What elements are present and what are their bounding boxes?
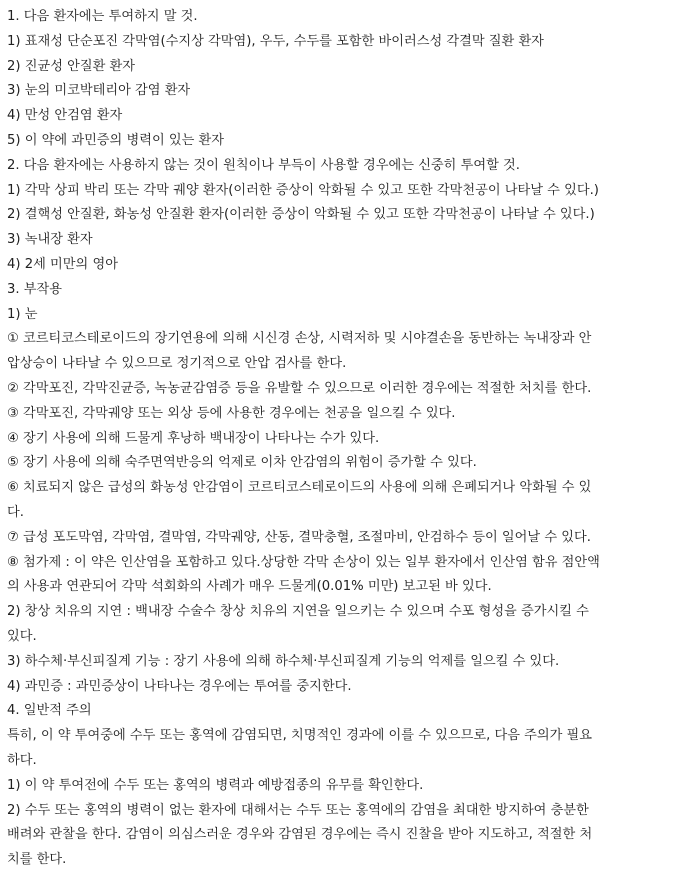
contraindication-item: 2) 진균성 안질환 환자 xyxy=(7,58,136,74)
caution-item: 3) 녹내장 환자 xyxy=(7,232,93,248)
caution-item: 1) 각막 상피 박리 또는 각막 궤양 환자(이러한 증상이 악화될 수 있고 또한 각막천공이 나타날 수 있다.) xyxy=(7,182,599,198)
side-effect-item: ⑤ 장기 사용에 의해 숙주면역반응의 억제로 이차 안감염의 위험이 증가할 수 있다. xyxy=(7,455,477,471)
side-effect-item: ① 코르티코스테로이드의 장기연용에 의해 시신경 손상, 시력저하 및 시야결손을 동반하는 녹내장과 안 xyxy=(7,331,592,347)
caution-item: 2) 결핵성 안질환, 화농성 안질환 환자(이러한 증상이 악화될 수 있고 또한 각막천공이 나타날 수 있다.) xyxy=(7,207,595,223)
contraindication-item: 1) 표재성 단순포진 각막염(수지상 각막염), 우두, 수두를 포함한 바이러스성 각결막 질환 환자 xyxy=(7,33,544,49)
precaution-item: 1) 이 약 투여전에 수두 또는 홍역의 병력과 예방접종의 유무를 확인한다. xyxy=(7,777,424,793)
section-heading-general-precautions: 4. 일반적 주의 xyxy=(7,703,92,719)
side-effect-item: ⑥ 치료되지 않은 급성의 화농성 안감염이 코르티코스테로이드의 사용에 의해 은폐되거나 악화될 수 있 xyxy=(7,480,592,496)
side-effect-item: 2) 창상 치유의 지연 : 백내장 수술수 창상 치유의 지연을 일으키는 수 있으며 수포 형성을 증가시킬 수 xyxy=(7,604,589,620)
side-effect-item: ② 각막포진, 각막진균증, 녹농균감염증 등을 유발할 수 있으므로 이러한 경우에는 적절한 처치를 한다. xyxy=(7,380,592,396)
side-effect-item-continued: 있다. xyxy=(7,628,37,644)
precaution-item-continued: 치를 한다. xyxy=(7,852,67,868)
side-effect-item: 4) 과민증 : 과민증상이 나타나는 경우에는 투여를 중지한다. xyxy=(7,678,352,694)
side-effect-item-continued: 의 사용과 연관되어 각막 석회화의 사례가 매우 드물게(0.01% 미만) 보고된 바 있다. xyxy=(7,579,492,595)
precaution-item: 2) 수두 또는 홍역의 병력이 없는 환자에 대해서는 수두 또는 홍역에의 감염을 최대한 방지하여 충분한 xyxy=(7,802,589,818)
side-effect-item: ③ 각막포진, 각막궤양 또는 외상 등에 사용한 경우에는 천공을 일으킬 수 있다. xyxy=(7,405,456,421)
side-effect-item: 3) 하수체·부신피질계 기능 : 장기 사용에 의해 하수체·부신피질계 기능의 억제를 일으킬 수 있다. xyxy=(7,653,560,669)
contraindication-item: 3) 눈의 미코박테리아 감염 환자 xyxy=(7,83,191,99)
side-effect-item: ⑦ 급성 포도막염, 각막염, 결막염, 각막궤양, 산동, 결막충혈, 조절마비, 안검하수 등이 일어날 수 있다. xyxy=(7,529,591,545)
precaution-paragraph: 특히, 이 약 투여중에 수두 또는 홍역에 감염되면, 치명적인 경과에 이를 수 있으므로, 다음 주의가 필요 xyxy=(7,728,593,744)
precaution-paragraph-continued: 하다. xyxy=(7,752,37,768)
precaution-item-continued: 배려와 관찰을 한다. 감염이 의심스러운 경우와 감염된 경우에는 즉시 진찰을 받아 지도하고, 적절한 처 xyxy=(7,827,593,843)
caution-item: 4) 2세 미만의 영아 xyxy=(7,256,118,272)
document-body xyxy=(0,5,686,873)
contraindication-item: 5) 이 약에 과민증의 병력이 있는 환자 xyxy=(7,132,225,148)
subsection-heading-eye: 1) 눈 xyxy=(7,306,38,322)
contraindication-item: 4) 만성 안검염 환자 xyxy=(7,108,123,124)
section-heading-contraindications: 1. 다음 환자에는 투여하지 말 것. xyxy=(7,9,198,24)
side-effect-item-continued: 다. xyxy=(7,504,24,520)
side-effect-item: ④ 장기 사용에 의해 드물게 후낭하 백내장이 나타나는 수가 있다. xyxy=(7,430,380,446)
section-heading-side-effects: 3. 부작용 xyxy=(7,281,62,297)
section-heading-caution: 2. 다음 환자에는 사용하지 않는 것이 원칙이나 부득이 사용할 경우에는 신중히 투여할 것. xyxy=(7,157,520,173)
side-effect-item-continued: 압상승이 나타날 수 있으므로 정기적으로 안압 검사를 한다. xyxy=(7,356,347,372)
side-effect-item: ⑧ 첨가제 : 이 약은 인산염을 포함하고 있다.상당한 각막 손상이 있는 일부 환자에서 인산염 함유 점안액 xyxy=(7,554,600,570)
